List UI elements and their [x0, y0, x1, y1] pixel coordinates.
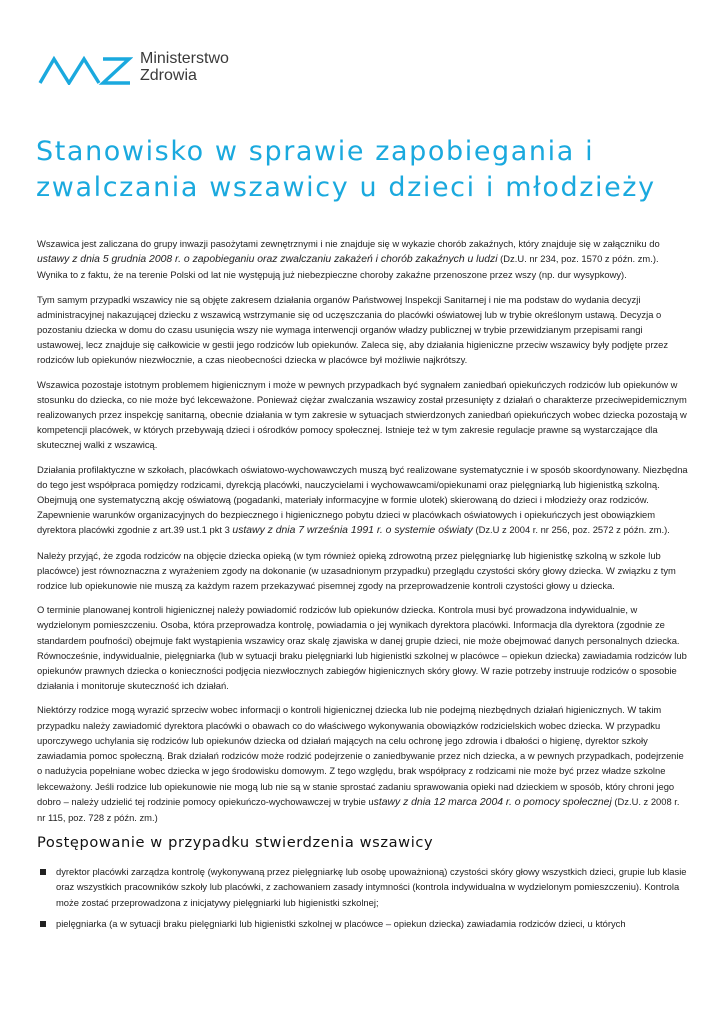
paragraph-1-text-a: Wszawica jest zaliczana do grupy inwazji pasożytami zewnętrznymi i nie znajduje się w wykazie chorób zakaźnych, który znajduje się w załączniku do	[37, 238, 660, 249]
ministry-logo	[37, 50, 247, 92]
square-bullet-icon	[40, 869, 46, 875]
list-item-text: pielęgniarka (a w sytuacji braku pielęgniarki lub higienistki szkolnej w placówce – opiekun dziecka) zawiadamia rodziców dzieci, u których	[56, 917, 626, 929]
paragraph-1	[37, 236, 689, 283]
document-title: Stanowisko w sprawie zapobiegania i zwalczania wszawicy u dzieci i młodzieży	[36, 136, 656, 203]
ministry-logo-mark-icon	[37, 53, 133, 85]
paragraph-5: Należy przyjąć, że zgoda rodziców na objęcie dziecka opieką (w tym również opieką zdrowotną przez pielęgniarkę lub higienistkę szkolną w szkole lub placówce) jest równoznaczna z wyrażeniem zgody na dokonanie (w uzasadnionym przypadku) przeglądu czystości skóry głowy dziecka. W związku z tym rodzice lub opiekunowie nie muszą za każdym razem przekazywać pisemnej zgody na przeprowadzenie kontroli czystości głowy u dziecka.	[37, 549, 676, 592]
logo-line-1: Ministerstwo	[140, 50, 229, 67]
paragraph-2: Tym samym przypadki wszawicy nie są objęte zakresem działania organów Państwowej Inspekcji Sanitarnej i nie ma podstaw do wydania decyzji administracyjnej nakazującej dziecku z wszawicą wstrzymanie się od uczęszczania do placówki oświatowej lub w trybie określonym ustawą. Decyzja o pozostaniu dziecka w domu do czasu usunięcia wszy nie wymaga interwencji organów władzy publicznej w trybie przewidzianym przepisami rangi ustawowej, lecz znajduje się całkowicie w gestii jego rodziców lub opiekunów. Zaleca się, aby działania higieniczne przeciw wszawicy były podjęte przez rodziców lub opiekunów niezwłocznie, a czas nieobecności dziecka w placówce był możliwie najkrótszy.	[37, 293, 669, 366]
list-item	[37, 864, 689, 910]
paragraph-6: O terminie planowanej kontroli higienicznej należy powiadomić rodziców lub opiekunów dziecka. Kontrola musi być prowadzona indywidualnie, w wydzielonym pomieszczeniu. Osoba, która przeprowadza kontrolę, powiadamia o jej wynikach dyrektora placówki. Informacja dla dyrektora (zgodnie ze standardem poufności) obejmuje fakt wystąpienia wszawicy oraz skalę zjawiska w danej grupie dzieci, nie może obejmować danych personalnych dziecka. Równocześnie, indywidualnie, pielęgniarka (lub w sytuacji braku pielęgniarki lub higienistki szkolnej w placówce – opiekun dziecka) zawiadamia rodziców lub opiekunów prawnych dziecka o konieczności podjęcia niezwłocznych zabiegów higienicznych skóry głowy. W razie potrzeby instruuje rodziców o sposobie działania i monitoruje skuteczność ich działań.	[37, 604, 687, 692]
paragraph-4	[37, 462, 689, 539]
list-item-text: dyrektor placówki zarządza kontrolę (wykonywaną przez pielęgniarkę lub osobę upoważnioną) czystości skóry głowy wszystkich dzieci, grupie lub klasie oraz wszystkich pracowników szkoły lub placówki, z zachowaniem zasady intymności (kontrola indywidualna w wydzielonym pomieszczeniu). Kontrola może zostać przeprowadzona z inicjatywy pielęgniarki lub higienistki szkolnej;	[56, 866, 687, 908]
paragraph-3: Wszawica pozostaje istotnym problemem higienicznym i może w pewnych przypadkach być sygnałem zaniedbań opiekuńczych rodziców lub opiekunów w stosunku do dziecka, co nie może być lekceważone. Ponieważ ciężar zwalczania wszawicy został przesunięty z działań o charakterze przeciwepidemicznym realizowanych przez inspekcję sanitarną, obecnie działania w tym zakresie w sytuacjach stwierdzonych zaniedbań opiekuńczych wobec dziecka pozostają w kompetencji placówek, w których przebywają dzieci i ośrodków pomocy społecznej. Istnieje też w tym zakresie regulacje prawne są wystarczające dla skutecznej walki z wszawicą.	[37, 378, 687, 451]
paragraph-1-text-c: (Dz.U. nr 234, poz. 1570 z późn. zm.). Wynika to z faktu, że na terenie Polski od lat nie występują już niebezpieczne choroby zakaźne przenoszone przez wszy (np. dur wysypkowy).	[37, 253, 659, 281]
logo-line-2: Zdrowia	[140, 67, 197, 84]
paragraph-7-text-c: (Dz.U. z 2008 r. nr 115, poz. 728 z późn. zm.)	[37, 795, 680, 823]
paragraph-4-text-a: Działania profilaktyczne w szkołach, placówkach oświatowo-wychowawczych muszą być realizowane systematycznie i w sposób skoordynowany. Niezbędna do tego jest współpraca pomiędzy rodzicami, dyrekcją placówki, nauczycielami i wychowawcami/opiekunami oraz pielęgniarką lub higienistką szkolną. Obejmują one systematyczną akcję oświatową (pogadanki, materiały informacyjne w formie ulotek) skierowaną do dzieci i młodzieży oraz rodziców. Zapewnienie warunków organizacyjnych do bezpiecznego i higienicznego pobytu dzieci w placówkach oświatowych i opiekuńczych jest obowiązkiem dyrektora placówki zgodnie z art.39 ust.1 pkt 3	[37, 463, 688, 536]
document-body	[37, 236, 689, 937]
paragraph-7-text-a: Niektórzy rodzice mogą wyrazić sprzeciw wobec informacji o kontroli higienicznej dziecka lub nie podejmą niezbędnych działań higienicznych. W takim przypadku należy zawiadomić dyrektora placówki o obawach co do właściwego wykonywania obowiązków rodzicielskich wobec dziecka. W przypadku uporczywego uchylania się rodziców lub opiekunów dziecka od działań mających na celu ochronę jego zdrowia i dbałości o higienę, dyrektor szkoły zawiadamia pomoc społeczną. Brak działań rodziców może rodzić podejrzenie o zaniedbywanie przez nich dziecka, a w pewnych przypadkach, podejrzenie o nadużycia popełniane wobec dziecka w jego środowisku domowym. Z tego względu, brak współpracy z rodzicami nie może być przez władze szkolne lekceważony. Jeśli rodzice lub opiekunowie nie mogą lub nie są w stanie sprostać zadaniu sprawowania opieki nad dzieckiem w sposób, który chroni jego dobro – należy udzielić tej rodzinie pomocy opiekuńczo-wychowawczej w trybie u	[37, 704, 684, 807]
list-item	[37, 916, 689, 931]
procedure-list	[37, 864, 689, 931]
paragraph-7	[37, 702, 689, 825]
square-bullet-icon	[40, 921, 46, 927]
ministry-logo-text	[140, 50, 229, 84]
law-citation-3: stawy z dnia 12 marca 2004 r. o pomocy społecznej	[373, 796, 612, 808]
paragraph-4-text-c: (Dz.U z 2004 r. nr 256, poz. 2572 z późn. zm.).	[472, 524, 670, 536]
law-citation-1: ustawy z dnia 5 grudnia 2008 r. o zapobieganiu oraz zwalczaniu zakażeń i chorób zakaźnych u ludzi	[37, 254, 498, 266]
section-heading: Postępowanie w przypadku stwierdzenia wszawicy	[37, 834, 434, 852]
law-citation-2: ustawy z dnia 7 września 1991 r. o systemie oświaty	[232, 525, 473, 537]
